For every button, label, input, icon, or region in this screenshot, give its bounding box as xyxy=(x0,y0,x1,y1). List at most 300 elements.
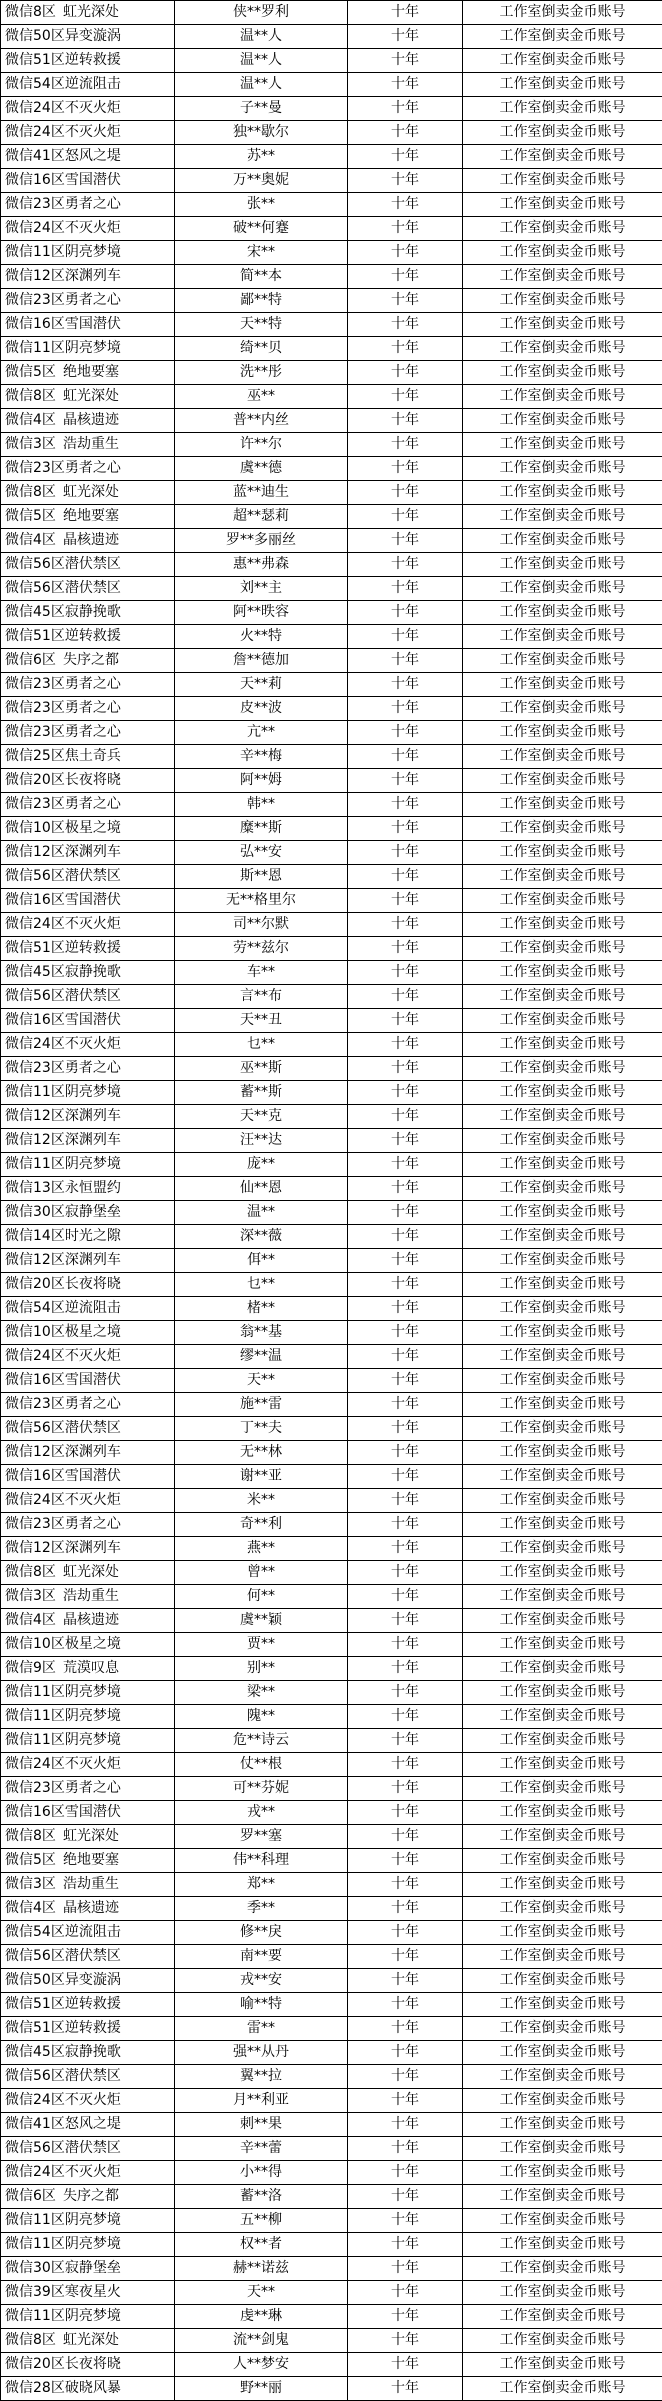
region-name: 勇者之心 xyxy=(65,1396,121,1412)
table-row xyxy=(1,313,662,337)
table-row xyxy=(1,1801,662,1825)
ban-duration: 十年 xyxy=(348,241,463,265)
table-row xyxy=(1,265,662,289)
ban-reason: 工作室倒卖金币账号 xyxy=(463,2257,662,2281)
region-name: 绝地要塞 xyxy=(63,508,119,524)
server-region-cell xyxy=(1,913,175,937)
table-row xyxy=(1,1777,662,1801)
ban-duration: 十年 xyxy=(348,2137,463,2161)
table-row xyxy=(1,1921,662,1945)
server-region-cell xyxy=(1,2041,175,2065)
server-zone: 微信16区 xyxy=(5,1801,65,1824)
player-name: 司**尔默 xyxy=(175,913,348,937)
region-name: 勇者之心 xyxy=(65,292,121,308)
ban-duration: 十年 xyxy=(348,697,463,721)
server-zone: 微信4区 xyxy=(5,1897,63,1920)
ban-reason: 工作室倒卖金币账号 xyxy=(463,313,662,337)
player-name: 缪**温 xyxy=(175,1345,348,1369)
table-row xyxy=(1,1441,662,1465)
ban-reason: 工作室倒卖金币账号 xyxy=(463,961,662,985)
ban-duration: 十年 xyxy=(348,289,463,313)
region-name: 寂静堡垒 xyxy=(65,2260,121,2276)
ban-duration: 十年 xyxy=(348,601,463,625)
server-zone: 微信4区 xyxy=(5,529,63,552)
region-name: 潜伏禁区 xyxy=(65,1948,121,1964)
server-zone: 微信14区 xyxy=(5,1225,65,1248)
ban-reason: 工作室倒卖金币账号 xyxy=(463,145,662,169)
ban-duration: 十年 xyxy=(348,1705,463,1729)
player-name: 温**人 xyxy=(175,73,348,97)
server-zone: 微信8区 xyxy=(5,2329,63,2352)
ban-duration: 十年 xyxy=(348,1753,463,1777)
server-region-cell xyxy=(1,1705,175,1729)
region-name: 深渊列车 xyxy=(65,1444,121,1460)
ban-duration: 十年 xyxy=(348,25,463,49)
ban-reason: 工作室倒卖金币账号 xyxy=(463,1465,662,1489)
server-zone: 微信56区 xyxy=(5,865,65,888)
player-name: 詹**德加 xyxy=(175,649,348,673)
player-name: 天**丑 xyxy=(175,1009,348,1033)
region-name: 深渊列车 xyxy=(65,1132,121,1148)
server-region-cell xyxy=(1,217,175,241)
table-row xyxy=(1,433,662,457)
player-name: 惠**弗森 xyxy=(175,553,348,577)
region-name: 绝地要塞 xyxy=(63,364,119,380)
server-region-cell xyxy=(1,1729,175,1753)
player-name: 绮**贝 xyxy=(175,337,348,361)
player-name: 虞**德 xyxy=(175,457,348,481)
ban-reason: 工作室倒卖金币账号 xyxy=(463,2353,662,2377)
player-name: 戎**安 xyxy=(175,1969,348,1993)
table-row xyxy=(1,1081,662,1105)
server-zone: 微信24区 xyxy=(5,1033,65,1056)
player-name: 南**要 xyxy=(175,1945,348,1969)
region-name: 潜伏禁区 xyxy=(65,580,121,596)
region-name: 怒风之堤 xyxy=(65,148,121,164)
player-name: 鄙**特 xyxy=(175,289,348,313)
server-zone: 微信12区 xyxy=(5,1105,65,1128)
server-region-cell xyxy=(1,529,175,553)
table-row xyxy=(1,2065,662,2089)
server-zone: 微信24区 xyxy=(5,217,65,240)
ban-duration: 十年 xyxy=(348,1153,463,1177)
player-name: 辛**梅 xyxy=(175,745,348,769)
region-name: 不灭火炬 xyxy=(65,2092,121,2108)
server-zone: 微信23区 xyxy=(5,457,65,480)
player-name: 翁**基 xyxy=(175,1321,348,1345)
player-name: 斯**恩 xyxy=(175,865,348,889)
ban-reason: 工作室倒卖金币账号 xyxy=(463,577,662,601)
server-region-cell xyxy=(1,1777,175,1801)
ban-duration: 十年 xyxy=(348,1393,463,1417)
table-row xyxy=(1,913,662,937)
table-row xyxy=(1,1585,662,1609)
server-region-cell xyxy=(1,1393,175,1417)
player-name: 雷** xyxy=(175,2017,348,2041)
table-row xyxy=(1,2377,662,2401)
server-region-cell xyxy=(1,2377,175,2401)
server-zone: 微信16区 xyxy=(5,1465,65,1488)
server-region-cell xyxy=(1,97,175,121)
region-name: 阴亮梦境 xyxy=(65,1156,121,1172)
player-name: 无**林 xyxy=(175,1441,348,1465)
server-zone: 微信23区 xyxy=(5,193,65,216)
server-zone: 微信11区 xyxy=(5,2233,65,2256)
table-row xyxy=(1,409,662,433)
table-row xyxy=(1,601,662,625)
ban-reason: 工作室倒卖金币账号 xyxy=(463,649,662,673)
server-region-cell xyxy=(1,2353,175,2377)
table-row xyxy=(1,1,662,25)
ban-duration: 十年 xyxy=(348,1,463,25)
player-name: 梁** xyxy=(175,1681,348,1705)
ban-reason: 工作室倒卖金币账号 xyxy=(463,1993,662,2017)
ban-reason: 工作室倒卖金币账号 xyxy=(463,1513,662,1537)
player-name: 楮** xyxy=(175,1297,348,1321)
region-name: 浩劫重生 xyxy=(63,1876,119,1892)
ban-reason: 工作室倒卖金币账号 xyxy=(463,2233,662,2257)
region-name: 逆流阻击 xyxy=(65,1300,121,1316)
table-row xyxy=(1,1393,662,1417)
table-row xyxy=(1,1729,662,1753)
server-region-cell xyxy=(1,169,175,193)
server-region-cell xyxy=(1,73,175,97)
table-row xyxy=(1,1609,662,1633)
table-row xyxy=(1,1969,662,1993)
ban-reason: 工作室倒卖金币账号 xyxy=(463,1537,662,1561)
ban-duration: 十年 xyxy=(348,529,463,553)
region-name: 雪国潜伏 xyxy=(65,1804,121,1820)
region-name: 勇者之心 xyxy=(65,1516,121,1532)
region-name: 极星之境 xyxy=(65,820,121,836)
ban-duration: 十年 xyxy=(348,841,463,865)
server-region-cell xyxy=(1,409,175,433)
ban-duration: 十年 xyxy=(348,1177,463,1201)
ban-reason: 工作室倒卖金币账号 xyxy=(463,25,662,49)
region-name: 极星之境 xyxy=(65,1636,121,1652)
player-name: 天** xyxy=(175,2281,348,2305)
ban-reason: 工作室倒卖金币账号 xyxy=(463,1561,662,1585)
server-zone: 微信24区 xyxy=(5,1489,65,1512)
ban-reason: 工作室倒卖金币账号 xyxy=(463,1897,662,1921)
ban-duration: 十年 xyxy=(348,2065,463,2089)
ban-duration: 十年 xyxy=(348,2209,463,2233)
ban-duration: 十年 xyxy=(348,1609,463,1633)
server-region-cell xyxy=(1,1369,175,1393)
server-zone: 微信20区 xyxy=(5,2353,65,2376)
ban-duration: 十年 xyxy=(348,2089,463,2113)
table-row xyxy=(1,1297,662,1321)
server-region-cell xyxy=(1,1153,175,1177)
player-name: 阿**昳容 xyxy=(175,601,348,625)
table-row xyxy=(1,2161,662,2185)
ban-duration: 十年 xyxy=(348,2257,463,2281)
region-name: 晶核遗迹 xyxy=(63,412,119,428)
region-name: 逆流阻击 xyxy=(65,76,121,92)
table-row xyxy=(1,1249,662,1273)
ban-reason: 工作室倒卖金币账号 xyxy=(463,1969,662,1993)
ban-reason: 工作室倒卖金币账号 xyxy=(463,1153,662,1177)
player-name: 强**从丹 xyxy=(175,2041,348,2065)
player-name: 许**尔 xyxy=(175,433,348,457)
server-zone: 微信24区 xyxy=(5,913,65,936)
player-name: 天** xyxy=(175,1369,348,1393)
ban-reason: 工作室倒卖金币账号 xyxy=(463,1057,662,1081)
player-name: 施**雷 xyxy=(175,1393,348,1417)
region-name: 不灭火炬 xyxy=(65,1756,121,1772)
server-region-cell xyxy=(1,2233,175,2257)
table-row xyxy=(1,385,662,409)
ban-duration: 十年 xyxy=(348,1369,463,1393)
ban-duration: 十年 xyxy=(348,2329,463,2353)
server-zone: 微信3区 xyxy=(5,1585,63,1608)
server-region-cell xyxy=(1,1969,175,1993)
table-row xyxy=(1,1537,662,1561)
ban-duration: 十年 xyxy=(348,2161,463,2185)
region-name: 阴亮梦境 xyxy=(65,2212,121,2228)
server-zone: 微信3区 xyxy=(5,433,63,456)
server-region-cell xyxy=(1,193,175,217)
ban-duration: 十年 xyxy=(348,1801,463,1825)
server-region-cell xyxy=(1,1273,175,1297)
ban-reason: 工作室倒卖金币账号 xyxy=(463,673,662,697)
ban-reason: 工作室倒卖金币账号 xyxy=(463,1585,662,1609)
ban-reason: 工作室倒卖金币账号 xyxy=(463,1033,662,1057)
ban-duration: 十年 xyxy=(348,1033,463,1057)
table-row xyxy=(1,2185,662,2209)
server-region-cell xyxy=(1,1537,175,1561)
server-zone: 微信5区 xyxy=(5,361,63,384)
table-row xyxy=(1,721,662,745)
table-row xyxy=(1,97,662,121)
ban-duration: 十年 xyxy=(348,1465,463,1489)
player-name: 佴** xyxy=(175,1249,348,1273)
player-name: 温**人 xyxy=(175,49,348,73)
player-name: 喻**特 xyxy=(175,1993,348,2017)
player-name: 辛**蕾 xyxy=(175,2137,348,2161)
server-region-cell xyxy=(1,1633,175,1657)
ban-reason: 工作室倒卖金币账号 xyxy=(463,121,662,145)
ban-duration: 十年 xyxy=(348,937,463,961)
region-name: 逆转救援 xyxy=(65,2020,121,2036)
ban-duration: 十年 xyxy=(348,865,463,889)
player-name: 赫**诺兹 xyxy=(175,2257,348,2281)
ban-duration: 十年 xyxy=(348,2353,463,2377)
server-zone: 微信23区 xyxy=(5,721,65,744)
server-zone: 微信41区 xyxy=(5,2113,65,2136)
server-zone: 微信5区 xyxy=(5,1849,63,1872)
server-zone: 微信30区 xyxy=(5,2257,65,2280)
player-name: 别** xyxy=(175,1657,348,1681)
region-name: 长夜将晓 xyxy=(65,2356,121,2372)
server-region-cell xyxy=(1,1081,175,1105)
ban-duration: 十年 xyxy=(348,1441,463,1465)
server-zone: 微信51区 xyxy=(5,2017,65,2040)
player-name: 五**柳 xyxy=(175,2209,348,2233)
server-region-cell xyxy=(1,2017,175,2041)
server-region-cell xyxy=(1,265,175,289)
region-name: 逆转救援 xyxy=(65,52,121,68)
player-name: 仙**恩 xyxy=(175,1177,348,1201)
region-name: 勇者之心 xyxy=(65,460,121,476)
server-zone: 微信45区 xyxy=(5,601,65,624)
ban-reason: 工作室倒卖金币账号 xyxy=(463,1273,662,1297)
server-zone: 微信23区 xyxy=(5,697,65,720)
player-name: 超**瑟莉 xyxy=(175,505,348,529)
region-name: 长夜将晓 xyxy=(65,772,121,788)
server-zone: 微信23区 xyxy=(5,289,65,312)
server-region-cell xyxy=(1,985,175,1009)
server-zone: 微信10区 xyxy=(5,1633,65,1656)
server-zone: 微信23区 xyxy=(5,1777,65,1800)
server-zone: 微信4区 xyxy=(5,409,63,432)
server-zone: 微信51区 xyxy=(5,937,65,960)
table-row xyxy=(1,2113,662,2137)
server-zone: 微信11区 xyxy=(5,1081,65,1104)
table-row xyxy=(1,1225,662,1249)
ban-reason: 工作室倒卖金币账号 xyxy=(463,889,662,913)
server-zone: 微信51区 xyxy=(5,1993,65,2016)
player-name: 郑** xyxy=(175,1873,348,1897)
server-region-cell xyxy=(1,2209,175,2233)
player-name: 天**克 xyxy=(175,1105,348,1129)
ban-reason: 工作室倒卖金币账号 xyxy=(463,1177,662,1201)
server-region-cell xyxy=(1,1177,175,1201)
server-region-cell xyxy=(1,697,175,721)
ban-duration: 十年 xyxy=(348,169,463,193)
player-name: 蓄**洛 xyxy=(175,2185,348,2209)
ban-reason: 工作室倒卖金币账号 xyxy=(463,2185,662,2209)
table-row xyxy=(1,985,662,1009)
server-region-cell xyxy=(1,1345,175,1369)
server-zone: 微信45区 xyxy=(5,961,65,984)
table-row xyxy=(1,793,662,817)
server-region-cell xyxy=(1,1921,175,1945)
server-zone: 微信16区 xyxy=(5,1369,65,1392)
ban-duration: 十年 xyxy=(348,1297,463,1321)
region-name: 不灭火炬 xyxy=(65,124,121,140)
player-name: 燕** xyxy=(175,1537,348,1561)
player-name: 月**利亚 xyxy=(175,2089,348,2113)
server-zone: 微信12区 xyxy=(5,1537,65,1560)
ban-reason: 工作室倒卖金币账号 xyxy=(463,1201,662,1225)
table-row xyxy=(1,817,662,841)
ban-duration: 十年 xyxy=(348,1321,463,1345)
ban-duration: 十年 xyxy=(348,1273,463,1297)
server-zone: 微信12区 xyxy=(5,841,65,864)
table-row xyxy=(1,1993,662,2017)
ban-reason: 工作室倒卖金币账号 xyxy=(463,1129,662,1153)
player-name: 奇**利 xyxy=(175,1513,348,1537)
ban-reason: 工作室倒卖金币账号 xyxy=(463,1825,662,1849)
region-name: 虹光深处 xyxy=(63,4,119,20)
region-name: 潜伏禁区 xyxy=(65,988,121,1004)
ban-duration: 十年 xyxy=(348,1945,463,1969)
server-zone: 微信23区 xyxy=(5,673,65,696)
player-name: 糜**斯 xyxy=(175,817,348,841)
ban-reason: 工作室倒卖金币账号 xyxy=(463,865,662,889)
ban-reason: 工作室倒卖金币账号 xyxy=(463,721,662,745)
server-zone: 微信24区 xyxy=(5,2161,65,2184)
table-row xyxy=(1,841,662,865)
ban-duration: 十年 xyxy=(348,97,463,121)
table-row xyxy=(1,2209,662,2233)
region-name: 时光之隙 xyxy=(65,1228,121,1244)
table-row xyxy=(1,1945,662,1969)
region-name: 勇者之心 xyxy=(65,1780,121,1796)
region-name: 晶核遗迹 xyxy=(63,532,119,548)
ban-reason: 工作室倒卖金币账号 xyxy=(463,73,662,97)
ban-reason: 工作室倒卖金币账号 xyxy=(463,2137,662,2161)
server-region-cell xyxy=(1,2113,175,2137)
ban-reason: 工作室倒卖金币账号 xyxy=(463,1441,662,1465)
ban-duration: 十年 xyxy=(348,1081,463,1105)
table-row xyxy=(1,1321,662,1345)
ban-reason: 工作室倒卖金币账号 xyxy=(463,2041,662,2065)
ban-duration: 十年 xyxy=(348,361,463,385)
server-region-cell xyxy=(1,1561,175,1585)
server-region-cell xyxy=(1,313,175,337)
region-name: 勇者之心 xyxy=(65,796,121,812)
server-zone: 微信8区 xyxy=(5,1,63,24)
ban-reason: 工作室倒卖金币账号 xyxy=(463,2017,662,2041)
ban-reason: 工作室倒卖金币账号 xyxy=(463,241,662,265)
region-name: 虹光深处 xyxy=(63,2332,119,2348)
region-name: 潜伏禁区 xyxy=(65,556,121,572)
region-name: 逆转救援 xyxy=(65,1996,121,2012)
ban-reason: 工作室倒卖金币账号 xyxy=(463,337,662,361)
region-name: 潜伏禁区 xyxy=(65,2140,121,2156)
server-region-cell xyxy=(1,745,175,769)
server-zone: 微信24区 xyxy=(5,121,65,144)
server-region-cell xyxy=(1,1993,175,2017)
server-region-cell xyxy=(1,1225,175,1249)
ban-reason: 工作室倒卖金币账号 xyxy=(463,2377,662,2401)
ban-duration: 十年 xyxy=(348,49,463,73)
table-row xyxy=(1,1177,662,1201)
ban-reason: 工作室倒卖金币账号 xyxy=(463,697,662,721)
server-zone: 微信11区 xyxy=(5,241,65,264)
region-name: 不灭火炬 xyxy=(65,1036,121,1052)
ban-reason: 工作室倒卖金币账号 xyxy=(463,1321,662,1345)
player-name: 丁**夫 xyxy=(175,1417,348,1441)
server-zone: 微信41区 xyxy=(5,145,65,168)
player-name: 米** xyxy=(175,1489,348,1513)
server-region-cell xyxy=(1,1609,175,1633)
table-row xyxy=(1,241,662,265)
table-row xyxy=(1,673,662,697)
server-zone: 微信51区 xyxy=(5,49,65,72)
server-zone: 微信23区 xyxy=(5,1513,65,1536)
server-region-cell xyxy=(1,793,175,817)
server-zone: 微信6区 xyxy=(5,649,63,672)
table-row xyxy=(1,649,662,673)
ban-reason: 工作室倒卖金币账号 xyxy=(463,1,662,25)
table-row xyxy=(1,2329,662,2353)
ban-duration: 十年 xyxy=(348,745,463,769)
region-name: 寂静堡垒 xyxy=(65,1204,121,1220)
player-name: 庞** xyxy=(175,1153,348,1177)
player-name: 谢**亚 xyxy=(175,1465,348,1489)
ban-duration: 十年 xyxy=(348,2305,463,2329)
player-name: 巫**斯 xyxy=(175,1057,348,1081)
region-name: 不灭火炬 xyxy=(65,100,121,116)
table-row xyxy=(1,2305,662,2329)
region-name: 寂静挽歌 xyxy=(65,964,121,980)
ban-reason: 工作室倒卖金币账号 xyxy=(463,457,662,481)
ban-duration: 十年 xyxy=(348,1921,463,1945)
player-name: 亢** xyxy=(175,721,348,745)
